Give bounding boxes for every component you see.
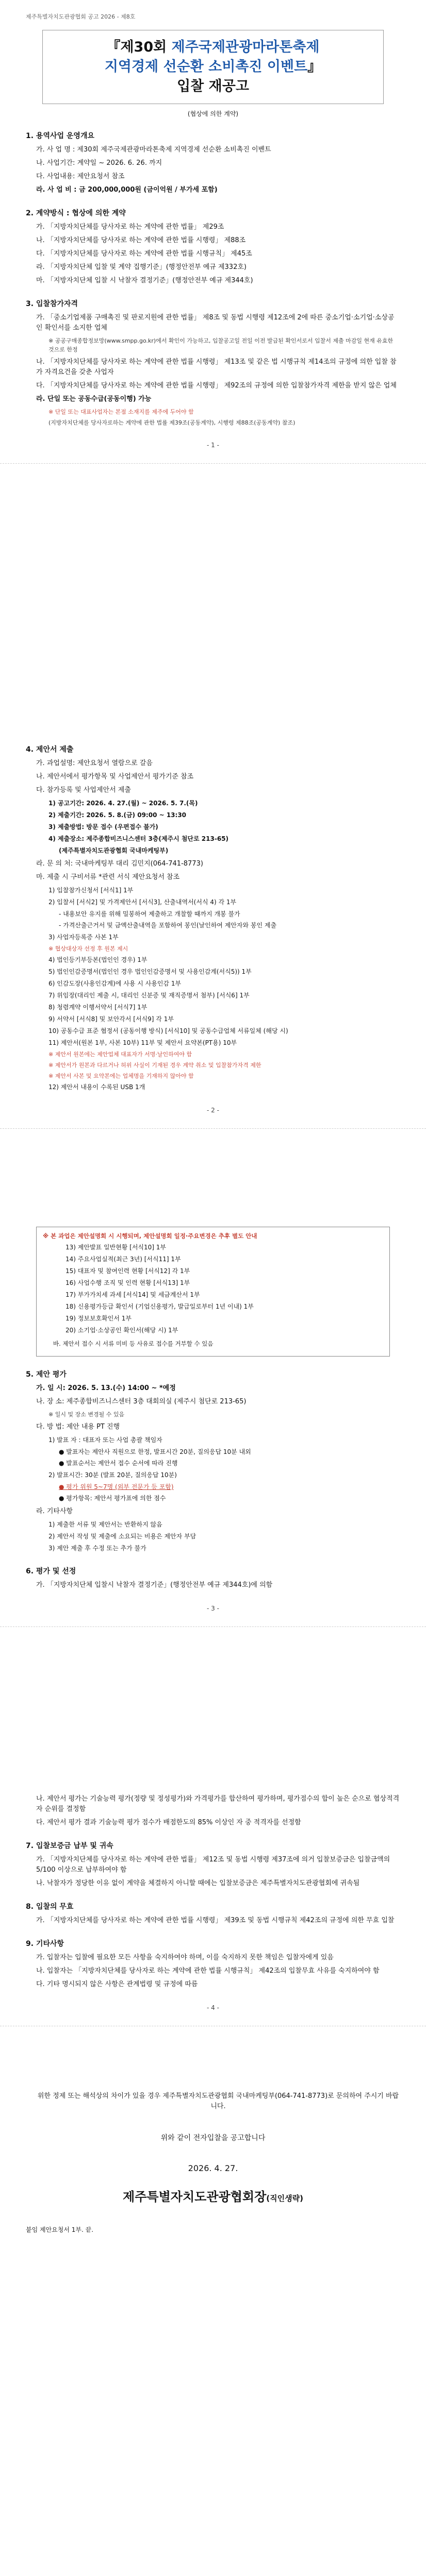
- section-item: 가. 「지방자치단체를 당사자로 하는 계약에 관한 법률」 제29조: [36, 223, 224, 231]
- sub-item: ● 평가항목: 제안서 평가표에 의한 점수: [59, 1495, 166, 1502]
- section-6: [26, 1566, 400, 1590]
- sub-item: 15) 대표자 및 참여인력 현황 [서식12] 각 1부: [65, 1267, 190, 1275]
- sub-item: 13) 제안발표 일반현황 [서식10] 1부: [65, 1244, 166, 1251]
- section-heading: 5. 제안 평가: [26, 1370, 67, 1379]
- section-item: [36, 313, 400, 333]
- issuer-name: 제주특별자치도관광협회장: [123, 2190, 267, 2204]
- attachment-line: 붙임 제안요청서 1부. 끝.: [26, 2226, 94, 2233]
- section-heading: 6. 평가 및 선정: [26, 1567, 76, 1575]
- section-4: [26, 744, 400, 1092]
- section-item: 나. 입찰자는 「지방자치단체를 당사자로 하는 계약에 관한 법률 시행규칙」 제42조의 입찰무효 사유를 숙지하여야 함: [36, 1967, 380, 1975]
- section-heading: 7. 입찰보증금 납부 및 귀속: [26, 1842, 113, 1850]
- section-item: 나. 제안서에서 평가항목 및 사업제안서 평가기준 참조: [36, 773, 194, 781]
- announcement-number: 제주특별자치도관광협회 공고 2026 - 제8호: [26, 13, 136, 20]
- section-2: [26, 208, 400, 286]
- section-heading: 8. 입찰의 무효: [26, 1903, 74, 1911]
- section-item: 나. 제안서 평가는 기술능력 평가(정량 및 정성평가)와 가격평가를 합산하여 평가하며, 평가점수의 합이 높은 순으로 협상적격자 순위를 결정함: [36, 1795, 400, 1813]
- sub-item: 10) 공동수급 표준 협정서 (공동이행 방식) [서식10] 및 공동수급업체 서류일체 (해당 시): [48, 1027, 288, 1035]
- sub-item: 14) 주요사업실적(최근 3년) [서식11] 1부: [65, 1256, 181, 1263]
- section-item: 다. 기타 명시되지 않은 사항은 관계법령 및 규정에 따름: [36, 1980, 198, 1988]
- sub-item: 8) 청렴계약 이행서약서 [서식7] 1부: [48, 1004, 148, 1011]
- page-number: - 2 -: [207, 1107, 219, 1114]
- section-note: ※ 협상대상자 선정 후 원본 제시: [48, 945, 128, 952]
- sub-item: 4) 법인등기부등본(법인인 경우) 1부: [48, 956, 148, 963]
- page-number: - 4 -: [207, 2004, 219, 2011]
- section-note: ※ 단일 또는 대표사업자는 본점 소재지를 제주에 두어야 함: [48, 409, 194, 415]
- section-item: 가. 「지방자치단체를 당사자로 하는 계약에 관한 법률 시행령」 제39조 및 동법 시행규칙 제42조의 규정에 의한 무효 입찰: [36, 1917, 395, 1924]
- section-note: ※ 제안서가 원본과 다르거나 허위 사실이 기재된 경우 계약 취소 및 입찰참가자격 제한: [48, 1062, 261, 1069]
- page-gap: [26, 1627, 400, 1782]
- section-item: 마. 제출 시 구비서류 *관련 서식 제안요청서 참조: [36, 873, 180, 881]
- sub-item: 12) 제안서 내용이 수록된 USB 1개: [48, 1083, 145, 1091]
- seal-omitted-note: (직인생략): [266, 2194, 303, 2203]
- title-suffix: 』: [307, 59, 322, 75]
- section-item: 다. 「지방자치단체를 당사자로 하는 계약에 관한 법률 시행령」 제92조의 규정에 의한 입찰참가자격 제한을 받지 않은 업체: [36, 382, 397, 389]
- sub-item: 2) 입찰서 [서식2] 및 가격제안서 [서식3], 산출내역서(서식 4) 각 1부: [48, 899, 237, 906]
- title-accent-2: 지역경제 선순환 소비촉진 이벤트: [104, 59, 308, 75]
- section-item: 라. 단일 또는 공동수급(공동이행) 가능: [36, 395, 152, 403]
- page-gap: [26, 1129, 400, 1222]
- section-note: ※ 일시 및 장소 변경될 수 있음: [48, 1411, 125, 1418]
- section-8: [26, 1901, 400, 1926]
- section-heading: 9. 기타사항: [26, 1940, 64, 1948]
- page-gap: [26, 2026, 400, 2088]
- section-item: 가. 사 업 명 : 제30회 제주국제관광마라톤축제 지역경제 선순환 소비촉진 이벤트: [36, 146, 271, 154]
- section-item: 가. 「지방자치단체를 당사자로 하는 계약에 관한 법률」 제12조 및 동법 시행령 제37조에 의거 입찰보증금은 입찰금액의 5/100 이상으로 납부하여야 함: [36, 1856, 390, 1874]
- sub-item: 16) 사업수행 조직 및 인력 현황 [서식13] 1부: [65, 1279, 190, 1286]
- sub-item: ● 발표순서는 제안서 접수 순서에 따라 진행: [59, 1460, 178, 1467]
- title-line-3: 입찰 재공고: [177, 78, 249, 94]
- section-heading: 2. 계약방식 : 협상에 의한 계약: [26, 209, 126, 217]
- section-heading: 4. 제안서 제출: [26, 745, 74, 754]
- sub-item: 1) 발표 자 : 대표자 또는 사업 총괄 책임자: [48, 1436, 162, 1444]
- item-text: 가. 「중소기업제품 구매촉진 및 판로지원에 관한 법률」 제8조 및 동법 시행령 제12조에 2에 따른 중소기업·소기업·소상공인 확인서를 소지한 업체: [36, 314, 395, 332]
- sub-item: 19) 정보보호확인서 1부: [65, 1315, 132, 1322]
- section-heading: 1. 용역사업 운영개요: [26, 132, 94, 140]
- section-item: 가. 일 시: 2026. 5. 13.(수) 14:00 ~ *예정: [36, 1384, 176, 1392]
- section-note: (지방자치단체를 당사자로하는 계약에 관한 법률 제39조(공동계약), 시행령 제88조(공동계약) 참조): [48, 419, 296, 426]
- section-item: 다. 방 법: 제안 내용 PT 진행: [36, 1423, 120, 1431]
- sub-item: 7) 위임장(대리인 제출 시, 대리인 신분증 및 재직증명서 첨부) [서식6] 1부: [48, 992, 250, 999]
- page-number: - 1 -: [207, 442, 219, 449]
- sub-item: 4) 제출장소: 제주종합비즈니스센터 3층(제주시 첨단로 213-65): [48, 835, 229, 842]
- page-number: - 3 -: [207, 1605, 219, 1612]
- sub-item: 1) 입찰참가신청서 [서식1] 1부: [48, 887, 134, 894]
- closing-note: 위한 정제 또는 해석상의 차이가 있을 경우 제주특별자치도관광협회 국내마케팅부(064-741-8773)로 문의하여 주시기 바랍니다.: [37, 2092, 399, 2110]
- section-item: 나. 사업기간: 계약일 ~ 2026. 6. 26. 까지: [36, 159, 162, 167]
- section-item: 라. 「지방자치단체 입찰 및 계약 집행기준」(행정안전부 예규 제332호): [36, 263, 247, 271]
- sub-item: ● 발표자는 제안사 직원으로 한정, 발표시간 20분, 질의응답 10분 내외: [59, 1448, 251, 1455]
- sub-item: 6) 인감도장(사용인감계)에 사용 시 사용인감 1부: [48, 980, 182, 987]
- page-gap: [26, 464, 400, 732]
- issuer-signature: [26, 2187, 400, 2205]
- notice-box-title: ※ 본 과업은 제안설명회 시 시행되며, 제안설명회 일정·주요변경은 추후 별도 안내: [43, 1232, 257, 1240]
- sub-item: - 내용보안 유지를 위해 밀봉하여 제출하고 개찰할 때까지 개봉 불가: [59, 910, 240, 918]
- section-item: 라. 사 업 비 : 금 200,000,000원 (금이억원 / 부가세 포함): [36, 186, 218, 194]
- section-note: ※ 공공구매종합정보망(www.smpp.go.kr)에서 확인이 가능하고, 입찰공고일 전일 이전 발급된 확인서로서 입찰서 제출 마감일 현재 유효한 것으로 한정: [48, 337, 394, 353]
- sub-item: 3) 제안 제출 후 수정 또는 추가 불가: [48, 1545, 146, 1552]
- sub-item: 11) 제안서(원본 1부, 사본 10부) 11부 및 제안서 요약본(PT용) 10부: [48, 1039, 237, 1046]
- section-6-continued: [26, 1794, 400, 1828]
- title-accent-1: 제주국제관광마라톤축제: [171, 39, 320, 55]
- announcement-statement: 위와 같이 전자입찰을 공고합니다: [160, 2134, 266, 2142]
- section-item: 나. 「지방자치단체를 당사자로 하는 계약에 관한 법률 시행령」 제88조: [36, 236, 246, 244]
- sub-item: 2) 제출기간: 2026. 5. 8.(금) 09:00 ~ 13:30: [48, 811, 187, 819]
- section-3: [26, 298, 400, 427]
- sub-item: 2) 발표시간: 30분 (발표 20분, 질의응답 10분): [48, 1471, 177, 1479]
- section-1: [26, 130, 400, 195]
- section-note: ※ 제안서 원본에는 제안업체 대표자가 서명·날인하여야 함: [48, 1051, 192, 1058]
- sub-item: 20) 소기업·소상공인 확인서(해당 시) 1부: [65, 1327, 178, 1334]
- sub-item: 3) 사업자등록증 사본 1부: [48, 934, 119, 941]
- sub-item: 1) 공고기간: 2026. 4. 27.(월) ~ 2026. 5. 7.(목): [48, 800, 198, 807]
- sub-item: 1) 제출한 서류 및 제안서는 반환하지 않음: [48, 1521, 162, 1528]
- notice-box: [36, 1227, 390, 1357]
- title-box: [42, 30, 384, 104]
- section-item: 다. 「지방자치단체를 당사자로 하는 계약에 관한 법률 시행규칙」 제45조: [36, 250, 252, 258]
- section-heading: 3. 입찰참가자격: [26, 300, 78, 308]
- section-item: 나. 낙찰자가 정당한 이유 없이 계약을 체결하지 아니할 때에는 입찰보증금은 제주특별자치도관광협회에 귀속됨: [36, 1879, 360, 1887]
- section-item: 바. 제안서 접수 시 서류 미비 등 사유로 접수를 거부할 수 있음: [53, 1340, 214, 1347]
- title-line-2: [48, 57, 378, 77]
- title-line-1: [48, 38, 378, 57]
- section-item: 라. 기타사항: [36, 1507, 73, 1515]
- section-item: 나. 「지방자치단체를 당사자로 하는 계약에 관한 법률 시행령」 제13조 및 같은 법 시행규칙 제14조의 규정에 의한 입찰 참가 자격요건을 갖춘 사업자: [36, 358, 397, 376]
- section-item: 가. 과업설명: 제안요청서 열람으로 갈음: [36, 759, 153, 767]
- section-item: 라. 문 의 처: 국내마케팅부 대리 김민지(064-741-8773): [36, 860, 203, 868]
- sub-item: 17) 부가가치세 과세 [서식14] 및 세금계산서 1부: [65, 1291, 200, 1298]
- sub-item: - 가격산출근거서 및 금액산출내역을 포함하여 봉인(날인하여 제안자와 봉인 제출: [59, 922, 277, 929]
- sub-item: (제주특별자치도관광협회 국내마케팅부): [59, 847, 169, 854]
- section-item: 가. 「지방자치단체 입찰시 낙찰자 결정기준」(행정안전부 예규 제344호)에 의함: [36, 1581, 273, 1589]
- section-item: 나. 장 소: 제주종합비즈니스센터 3층 대회의실 (제주시 첨단로 213-65): [36, 1398, 247, 1405]
- section-5: [26, 1369, 400, 1553]
- sub-item: 3) 제출방법: 방문 접수 (우편접수 불가): [48, 823, 158, 831]
- section-item: 마. 「지방자치단체 입찰 시 낙찰자 결정기준」(행정안전부 예규 제344호): [36, 277, 253, 284]
- section-7: [26, 1840, 400, 1889]
- section-item: 가. 입찰자는 입찰에 필요한 모든 사항을 숙지하여야 하며, 이를 숙지하지 못한 책임은 입찰자에게 있음: [36, 1954, 334, 1961]
- sub-item: ● 평가 위원 5~7명 (외부 전문가 등 포함): [59, 1483, 174, 1490]
- title-prefix: 『제30회: [106, 39, 172, 55]
- section-9: [26, 1938, 400, 1990]
- announcement-date: 2026. 4. 27.: [188, 2163, 238, 2173]
- section-item: 다. 제안서 평가 결과 기술능력 평가 점수가 배점한도의 85% 이상인 자 중 적격자를 선정함: [36, 1819, 301, 1826]
- section-note: ※ 제안서 사본 및 요약본에는 업체명을 기재하지 않아야 함: [48, 1073, 194, 1079]
- subtitle: (협상에 의한 계약): [187, 110, 239, 117]
- section-item: 다. 참가등록 및 사업제안서 제출: [36, 786, 131, 794]
- sub-item: 2) 제안서 작성 및 제출에 소요되는 비용은 제안자 부담: [48, 1533, 196, 1540]
- sub-item: 5) 법인인감증명서(법인인 경우 법인인감증명서 및 사용인감계(서식5)) 1부: [48, 968, 252, 975]
- sub-item: 18) 신용평가등급 확인서 (기업신용평가, 발급일로부터 1년 이내) 1부: [65, 1303, 254, 1310]
- sub-item: 9) 서약서 [서식8] 및 보안각서 [서식9] 각 1부: [48, 1015, 174, 1023]
- section-item: 다. 사업내용: 제안요청서 참조: [36, 173, 125, 180]
